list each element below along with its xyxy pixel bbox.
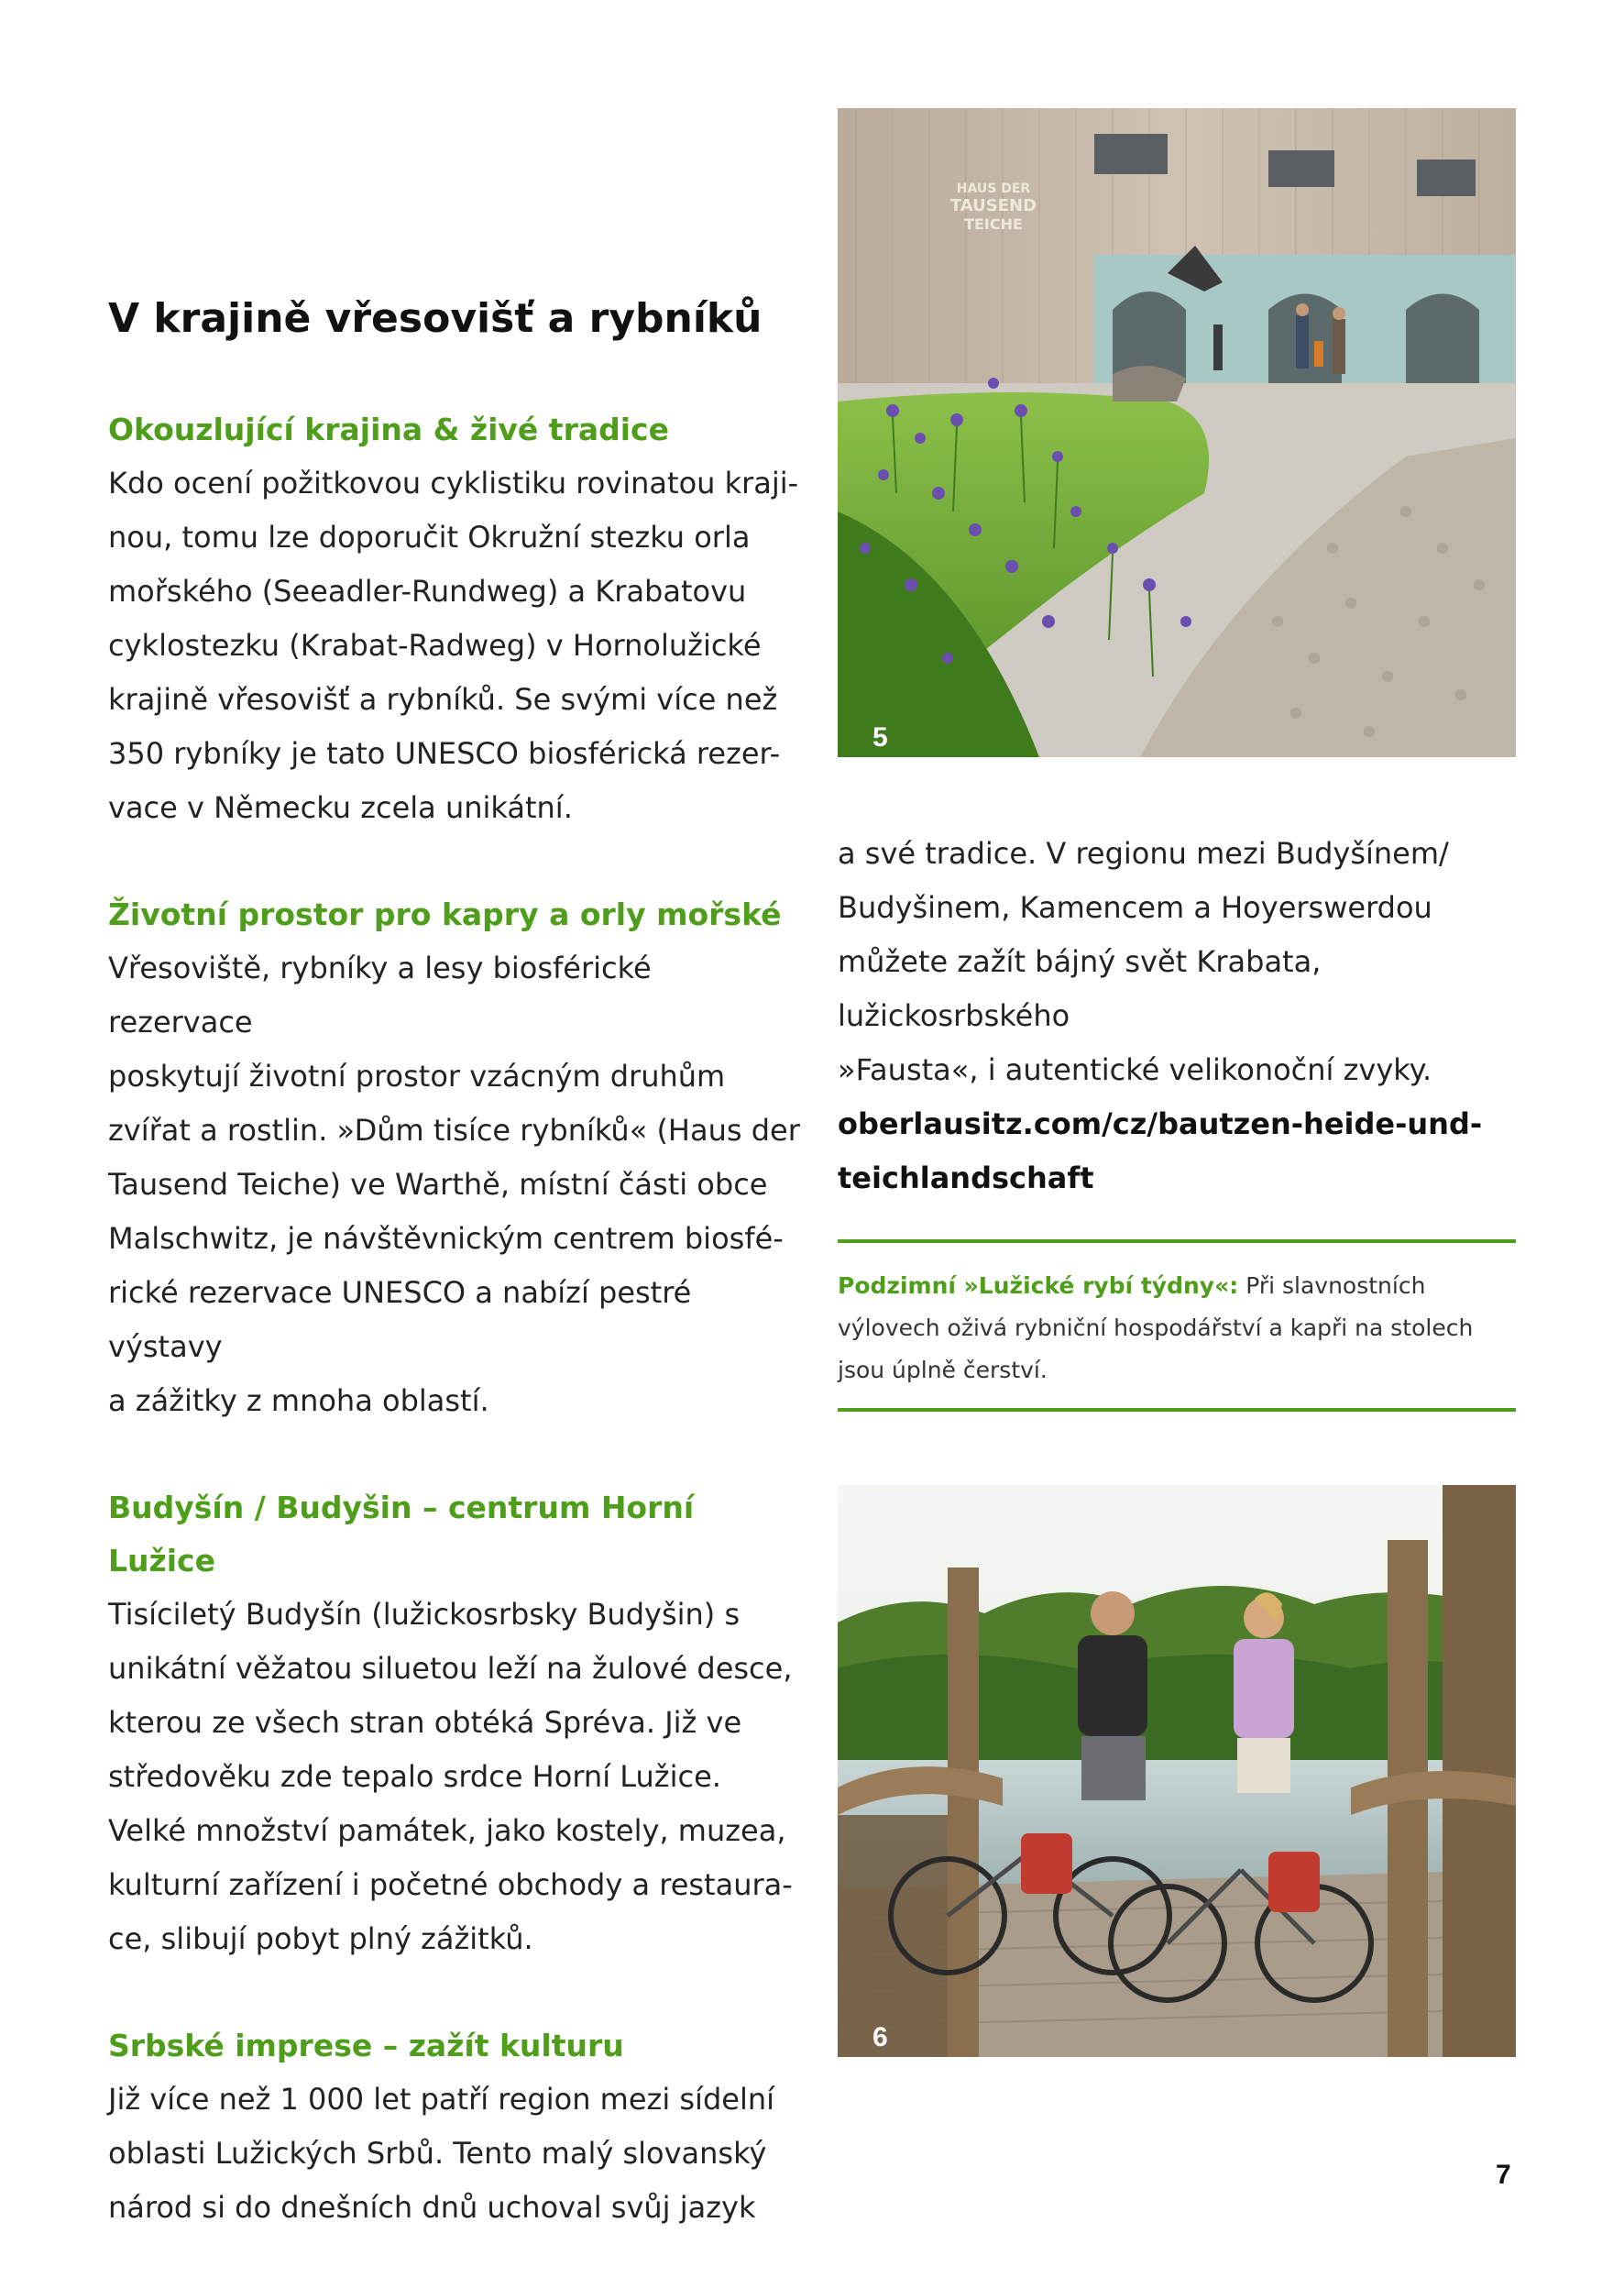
body-line: kterou ze všech stran obtéká Spréva. Již ve (108, 1705, 742, 1740)
body-line: Tausend Teiche) ve Warthě, místní části obce (108, 1167, 768, 1202)
body-line: národ si do dnešních dnů uchoval svůj jazyk (108, 2190, 756, 2225)
section-heading: Životní prostor pro kapry a orly mořské (108, 896, 782, 932)
section-heading: Budyšín / Budyšin – centrum Horní Lužice (108, 1490, 695, 1578)
section-body (108, 1588, 805, 1966)
body-line: Kdo ocení požitkovou cyklistiku rovinatou kraji- (108, 466, 799, 500)
fish-weeks-note (838, 1265, 1516, 1392)
photo-cyclists (838, 1485, 1516, 2057)
body-line: »Fausta«, i autentické velikonoční zvyky. (838, 1052, 1432, 1087)
body-line: rické rezervace UNESCO a nabízí pestré výstavy (108, 1275, 692, 1364)
section-bautzen (108, 1481, 805, 1966)
section-heading: Okouzlující krajina & živé tradice (108, 412, 669, 447)
body-line: unikátní věžatou siluetou leží na žulové desce, (108, 1651, 793, 1686)
body-line: cyklostezku (Krabat-Radweg) v Hornolužické (108, 628, 762, 663)
section-body (108, 456, 805, 835)
sign-line: TAUSEND (949, 196, 1037, 215)
photo-number: 5 (872, 722, 888, 753)
body-line: Malschwitz, je návštěvnickým centrem biosfé- (108, 1221, 784, 1256)
website-link[interactable] (838, 1097, 1516, 1205)
note-text: Při slavnostních výlovech oživá rybniční hospodářství a kapři na stolech jsou úplně čerství. (838, 1272, 1474, 1383)
body-line: 350 rybníky je tato UNESCO biosférická rezer- (108, 736, 781, 771)
body-line: nou, tomu lze doporučit Okružní stezku orla (108, 520, 751, 555)
continuation-body (838, 827, 1516, 1097)
photo-5-illustration (838, 108, 1516, 757)
body-line: zvířat a rostlin. »Dům tisíce rybníků« (Haus der (108, 1113, 800, 1148)
left-column (108, 292, 805, 2288)
body-line: vace v Německu zcela unikátní. (108, 790, 573, 825)
note-lead: Podzimní »Lužické rybí týdny«: (838, 1272, 1239, 1299)
photo-6-illustration (838, 1485, 1516, 2057)
body-line: a své tradice. V regionu mezi Budyšínem/ (838, 836, 1449, 871)
body-line: Budyšinem, Kamencem a Hoyerswerdou (838, 890, 1432, 925)
body-line: můžete zažít bájný svět Krabata, lužickosrbského (838, 944, 1322, 1033)
section-landscape (108, 403, 805, 835)
page-number: 7 (1496, 2160, 1511, 2190)
section-habitat (108, 888, 805, 1428)
page-title: V krajině vřesovišť a rybníků (108, 295, 763, 342)
body-line: Tisíciletý Budyšín (lužickosrbsky Budyšin) s (108, 1597, 741, 1632)
section-body (108, 941, 805, 1428)
body-line: mořského (Seeadler-Rundweg) a Krabatovu (108, 574, 747, 609)
right-column-text (838, 827, 1516, 1205)
body-line: kulturní zařízení i početné obchody a restaura- (108, 1867, 793, 1902)
link-line[interactable]: oberlausitz.com/cz/bautzen-heide-und- (838, 1106, 1483, 1141)
section-sorbian (108, 2019, 805, 2235)
body-line: a zážitky z mnoha oblastí. (108, 1383, 489, 1418)
body-line: poskytují životní prostor vzácným druhům (108, 1059, 726, 1094)
body-line: oblasti Lužických Srbů. Tento malý slovanský (108, 2136, 767, 2171)
link-line[interactable]: teichlandschaft (838, 1160, 1094, 1195)
body-line: Vřesoviště, rybníky a lesy biosférické rezervace (108, 951, 652, 1040)
section-heading: Srbské imprese – zažít kulturu (108, 2028, 624, 2063)
body-line: krajině vřesovišť a rybníků. Se svými více než (108, 682, 778, 717)
sign-line: TEICHE (964, 215, 1023, 233)
body-line: středověku zde tepalo srdce Horní Lužice. (108, 1759, 721, 1794)
photo-number: 6 (872, 2022, 888, 2052)
note-top-rule (838, 1239, 1516, 1243)
body-line: ce, slibují pobyt plný zážitků. (108, 1921, 533, 1956)
body-line: Velké množství památek, jako kostely, muzea, (108, 1813, 786, 1848)
section-body (108, 2073, 805, 2235)
note-bottom-rule (838, 1408, 1516, 1412)
body-line: Již více než 1 000 let patří region mezi sídelní (108, 2082, 774, 2117)
photo-visitor-center (838, 108, 1516, 757)
sign-line: HAUS DER (956, 182, 1031, 196)
